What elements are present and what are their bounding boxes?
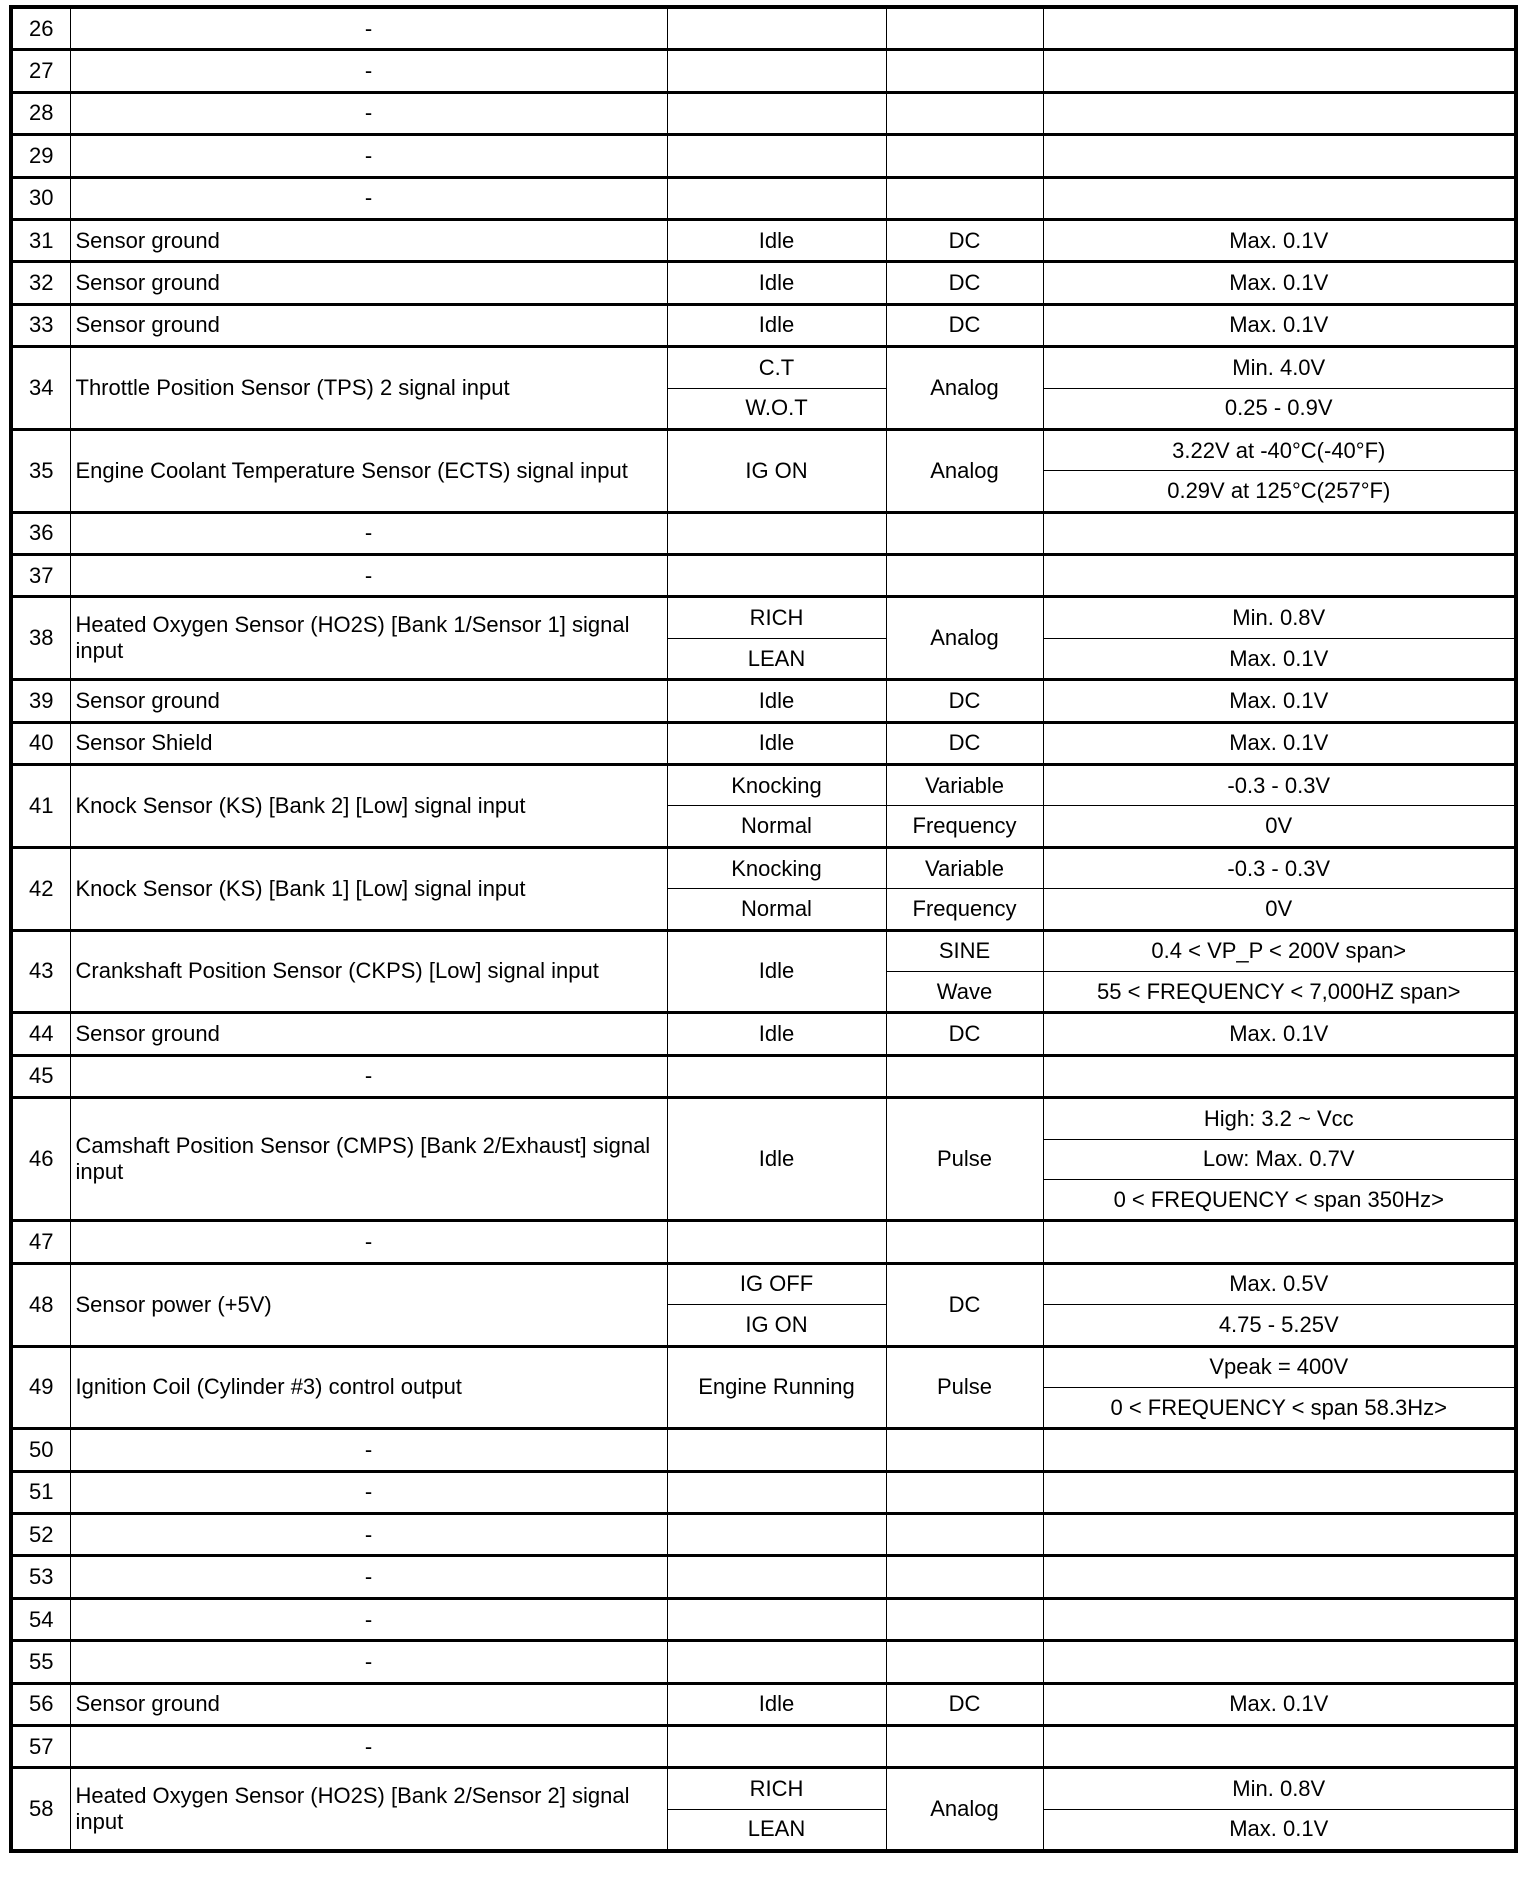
type-cell: Pulse <box>886 1346 1043 1429</box>
type-cell: DC <box>886 1263 1043 1346</box>
level-cell: 0 < FREQUENCY < span 58.3Hz> <box>1043 1387 1516 1428</box>
type-cell <box>886 7 1043 50</box>
pin-specification-table <box>9 5 1518 1853</box>
level-cell: -0.3 - 0.3V <box>1043 847 1516 888</box>
type-cell: DC <box>886 219 1043 261</box>
table-row <box>11 1098 1516 1139</box>
table-row <box>11 1263 1516 1304</box>
condition-cell <box>667 1055 886 1097</box>
pin-number-cell: 42 <box>11 847 70 930</box>
description-cell: Heated Oxygen Sensor (HO2S) [Bank 1/Sensor 1] signal input <box>70 597 667 680</box>
condition-cell: LEAN <box>667 1809 886 1851</box>
level-cell: Max. 0.1V <box>1043 1683 1516 1725</box>
description-cell: - <box>70 177 667 219</box>
condition-cell <box>667 135 886 177</box>
description-cell: - <box>70 135 667 177</box>
level-cell: -0.3 - 0.3V <box>1043 765 1516 806</box>
level-cell <box>1043 1055 1516 1097</box>
table-row <box>11 1221 1516 1263</box>
description-cell: Sensor ground <box>70 680 667 722</box>
level-cell: Vpeak = 400V <box>1043 1346 1516 1387</box>
level-cell: Min. 0.8V <box>1043 1768 1516 1809</box>
description-cell: Sensor Shield <box>70 722 667 764</box>
condition-cell: Knocking <box>667 847 886 888</box>
condition-cell: Idle <box>667 219 886 261</box>
condition-cell: Idle <box>667 262 886 304</box>
level-cell: Min. 0.8V <box>1043 597 1516 638</box>
condition-cell <box>667 1514 886 1556</box>
pin-number-cell: 33 <box>11 304 70 346</box>
level-cell <box>1043 1471 1516 1513</box>
condition-cell <box>667 177 886 219</box>
condition-cell <box>667 1726 886 1768</box>
type-cell <box>886 1514 1043 1556</box>
condition-cell: Idle <box>667 304 886 346</box>
type-cell <box>886 1556 1043 1598</box>
table-row <box>11 1768 1516 1809</box>
type-cell: Frequency <box>886 806 1043 847</box>
level-cell: Min. 4.0V <box>1043 347 1516 388</box>
description-cell: Ignition Coil (Cylinder #3) control output <box>70 1346 667 1429</box>
type-cell: Wave <box>886 971 1043 1012</box>
table-row <box>11 429 1516 470</box>
level-cell <box>1043 92 1516 134</box>
type-cell: Variable <box>886 765 1043 806</box>
pin-number-cell: 41 <box>11 765 70 848</box>
type-cell <box>886 512 1043 554</box>
type-cell <box>886 1471 1043 1513</box>
description-cell: - <box>70 555 667 597</box>
table-row <box>11 7 1516 50</box>
table-body <box>11 7 1516 1851</box>
pin-number-cell: 50 <box>11 1429 70 1471</box>
type-cell: DC <box>886 722 1043 764</box>
pin-number-cell: 31 <box>11 219 70 261</box>
table-row <box>11 765 1516 806</box>
pin-number-cell: 45 <box>11 1055 70 1097</box>
pin-number-cell: 46 <box>11 1098 70 1221</box>
condition-cell: RICH <box>667 597 886 638</box>
type-cell <box>886 1598 1043 1640</box>
type-cell <box>886 555 1043 597</box>
description-cell: Camshaft Position Sensor (CMPS) [Bank 2/Exhaust] signal input <box>70 1098 667 1221</box>
description-cell: Throttle Position Sensor (TPS) 2 signal input <box>70 347 667 430</box>
level-cell <box>1043 512 1516 554</box>
pin-number-cell: 56 <box>11 1683 70 1725</box>
level-cell: Max. 0.1V <box>1043 638 1516 679</box>
condition-cell <box>667 1429 886 1471</box>
condition-cell: Idle <box>667 1683 886 1725</box>
type-cell <box>886 135 1043 177</box>
pin-number-cell: 47 <box>11 1221 70 1263</box>
type-cell <box>886 1221 1043 1263</box>
pin-number-cell: 48 <box>11 1263 70 1346</box>
level-cell: Max. 0.1V <box>1043 722 1516 764</box>
type-cell: Analog <box>886 347 1043 430</box>
condition-cell: IG ON <box>667 1305 886 1346</box>
type-cell: Frequency <box>886 889 1043 930</box>
table-row <box>11 304 1516 346</box>
level-cell <box>1043 135 1516 177</box>
level-cell: Max. 0.1V <box>1043 1809 1516 1851</box>
condition-cell <box>667 50 886 92</box>
pin-number-cell: 40 <box>11 722 70 764</box>
description-cell: Sensor ground <box>70 1013 667 1055</box>
type-cell: DC <box>886 304 1043 346</box>
pin-number-cell: 58 <box>11 1768 70 1851</box>
table-row <box>11 1346 1516 1387</box>
level-cell: 3.22V at -40°C(-40°F) <box>1043 429 1516 470</box>
type-cell: DC <box>886 1013 1043 1055</box>
condition-cell <box>667 1641 886 1683</box>
type-cell: SINE <box>886 930 1043 971</box>
table-row <box>11 1514 1516 1556</box>
table-row <box>11 1013 1516 1055</box>
condition-cell <box>667 1598 886 1640</box>
description-cell: - <box>70 1471 667 1513</box>
condition-cell <box>667 555 886 597</box>
description-cell: Heated Oxygen Sensor (HO2S) [Bank 2/Sensor 2] signal input <box>70 1768 667 1851</box>
description-cell: - <box>70 1514 667 1556</box>
type-cell <box>886 1055 1043 1097</box>
pin-number-cell: 30 <box>11 177 70 219</box>
pin-number-cell: 49 <box>11 1346 70 1429</box>
condition-cell: Normal <box>667 806 886 847</box>
pin-number-cell: 53 <box>11 1556 70 1598</box>
condition-cell: Normal <box>667 889 886 930</box>
condition-cell: Idle <box>667 930 886 1013</box>
level-cell <box>1043 1429 1516 1471</box>
type-cell: Variable <box>886 847 1043 888</box>
condition-cell <box>667 512 886 554</box>
pin-number-cell: 26 <box>11 7 70 50</box>
condition-cell: Idle <box>667 722 886 764</box>
description-cell: - <box>70 1221 667 1263</box>
table-row <box>11 1683 1516 1725</box>
level-cell <box>1043 177 1516 219</box>
pin-number-cell: 32 <box>11 262 70 304</box>
level-cell: 0.29V at 125°C(257°F) <box>1043 471 1516 512</box>
level-cell <box>1043 1514 1516 1556</box>
description-cell: Sensor ground <box>70 1683 667 1725</box>
condition-cell: Knocking <box>667 765 886 806</box>
level-cell <box>1043 1556 1516 1598</box>
table-row <box>11 555 1516 597</box>
table-row <box>11 512 1516 554</box>
pin-number-cell: 51 <box>11 1471 70 1513</box>
pin-number-cell: 36 <box>11 512 70 554</box>
table-row <box>11 347 1516 388</box>
type-cell: Pulse <box>886 1098 1043 1221</box>
level-cell: Max. 0.1V <box>1043 262 1516 304</box>
description-cell: - <box>70 1556 667 1598</box>
type-cell <box>886 177 1043 219</box>
description-cell: - <box>70 92 667 134</box>
condition-cell: W.O.T <box>667 388 886 429</box>
table-row <box>11 1641 1516 1683</box>
table-row <box>11 135 1516 177</box>
condition-cell: LEAN <box>667 638 886 679</box>
level-cell: 55 < FREQUENCY < 7,000HZ span> <box>1043 971 1516 1012</box>
table-row <box>11 262 1516 304</box>
condition-cell: IG OFF <box>667 1263 886 1304</box>
condition-cell: Idle <box>667 1098 886 1221</box>
level-cell: Max. 0.1V <box>1043 304 1516 346</box>
description-cell: - <box>70 1641 667 1683</box>
table-row <box>11 177 1516 219</box>
description-cell: Sensor ground <box>70 304 667 346</box>
table-row <box>11 219 1516 261</box>
type-cell: Analog <box>886 1768 1043 1851</box>
description-cell: - <box>70 50 667 92</box>
level-cell: 4.75 - 5.25V <box>1043 1305 1516 1346</box>
type-cell: DC <box>886 1683 1043 1725</box>
level-cell: High: 3.2 ~ Vcc <box>1043 1098 1516 1139</box>
description-cell: - <box>70 1598 667 1640</box>
level-cell: 0V <box>1043 806 1516 847</box>
pin-number-cell: 57 <box>11 1726 70 1768</box>
type-cell <box>886 1641 1043 1683</box>
level-cell <box>1043 1641 1516 1683</box>
level-cell: Max. 0.1V <box>1043 680 1516 722</box>
description-cell: Engine Coolant Temperature Sensor (ECTS) signal input <box>70 429 667 512</box>
pin-number-cell: 43 <box>11 930 70 1013</box>
level-cell <box>1043 7 1516 50</box>
description-cell: - <box>70 512 667 554</box>
description-cell: - <box>70 1726 667 1768</box>
type-cell <box>886 1726 1043 1768</box>
level-cell: Low: Max. 0.7V <box>1043 1139 1516 1179</box>
description-cell: Sensor ground <box>70 219 667 261</box>
condition-cell: Engine Running <box>667 1346 886 1429</box>
condition-cell <box>667 1556 886 1598</box>
level-cell: 0 < FREQUENCY < span 350Hz> <box>1043 1179 1516 1220</box>
description-cell: Knock Sensor (KS) [Bank 1] [Low] signal input <box>70 847 667 930</box>
type-cell: DC <box>886 262 1043 304</box>
level-cell <box>1043 1726 1516 1768</box>
description-cell: Sensor power (+5V) <box>70 1263 667 1346</box>
condition-cell: IG ON <box>667 429 886 512</box>
condition-cell: C.T <box>667 347 886 388</box>
table-row <box>11 722 1516 764</box>
pin-number-cell: 55 <box>11 1641 70 1683</box>
condition-cell: Idle <box>667 1013 886 1055</box>
type-cell <box>886 92 1043 134</box>
level-cell <box>1043 1221 1516 1263</box>
type-cell <box>886 50 1043 92</box>
type-cell <box>886 1429 1043 1471</box>
table-row <box>11 597 1516 638</box>
pin-number-cell: 52 <box>11 1514 70 1556</box>
level-cell: 0.25 - 0.9V <box>1043 388 1516 429</box>
level-cell: Max. 0.1V <box>1043 219 1516 261</box>
level-cell: Max. 0.5V <box>1043 1263 1516 1304</box>
description-cell: - <box>70 1055 667 1097</box>
description-cell: - <box>70 7 667 50</box>
pin-number-cell: 27 <box>11 50 70 92</box>
pin-number-cell: 35 <box>11 429 70 512</box>
pin-number-cell: 38 <box>11 597 70 680</box>
type-cell: Analog <box>886 597 1043 680</box>
table-row <box>11 680 1516 722</box>
condition-cell: Idle <box>667 680 886 722</box>
level-cell <box>1043 1598 1516 1640</box>
pin-number-cell: 44 <box>11 1013 70 1055</box>
level-cell: 0.4 < VP_P < 200V span> <box>1043 930 1516 971</box>
table-row <box>11 1055 1516 1097</box>
description-cell: Knock Sensor (KS) [Bank 2] [Low] signal input <box>70 765 667 848</box>
pin-number-cell: 39 <box>11 680 70 722</box>
condition-cell <box>667 7 886 50</box>
description-cell: Sensor ground <box>70 262 667 304</box>
condition-cell <box>667 92 886 134</box>
condition-cell: RICH <box>667 1768 886 1809</box>
table-row <box>11 847 1516 888</box>
table-row <box>11 1471 1516 1513</box>
level-cell: Max. 0.1V <box>1043 1013 1516 1055</box>
pin-number-cell: 34 <box>11 347 70 430</box>
condition-cell <box>667 1471 886 1513</box>
level-cell <box>1043 50 1516 92</box>
pin-number-cell: 54 <box>11 1598 70 1640</box>
level-cell: 0V <box>1043 889 1516 930</box>
type-cell: Analog <box>886 429 1043 512</box>
level-cell <box>1043 555 1516 597</box>
description-cell: Crankshaft Position Sensor (CKPS) [Low] signal input <box>70 930 667 1013</box>
table-row <box>11 92 1516 134</box>
table-row <box>11 1598 1516 1640</box>
table-row <box>11 1726 1516 1768</box>
table-row <box>11 50 1516 92</box>
type-cell: DC <box>886 680 1043 722</box>
pin-number-cell: 29 <box>11 135 70 177</box>
table-row <box>11 1556 1516 1598</box>
table-row <box>11 930 1516 971</box>
pin-number-cell: 28 <box>11 92 70 134</box>
description-cell: - <box>70 1429 667 1471</box>
table-row <box>11 1429 1516 1471</box>
pin-number-cell: 37 <box>11 555 70 597</box>
condition-cell <box>667 1221 886 1263</box>
